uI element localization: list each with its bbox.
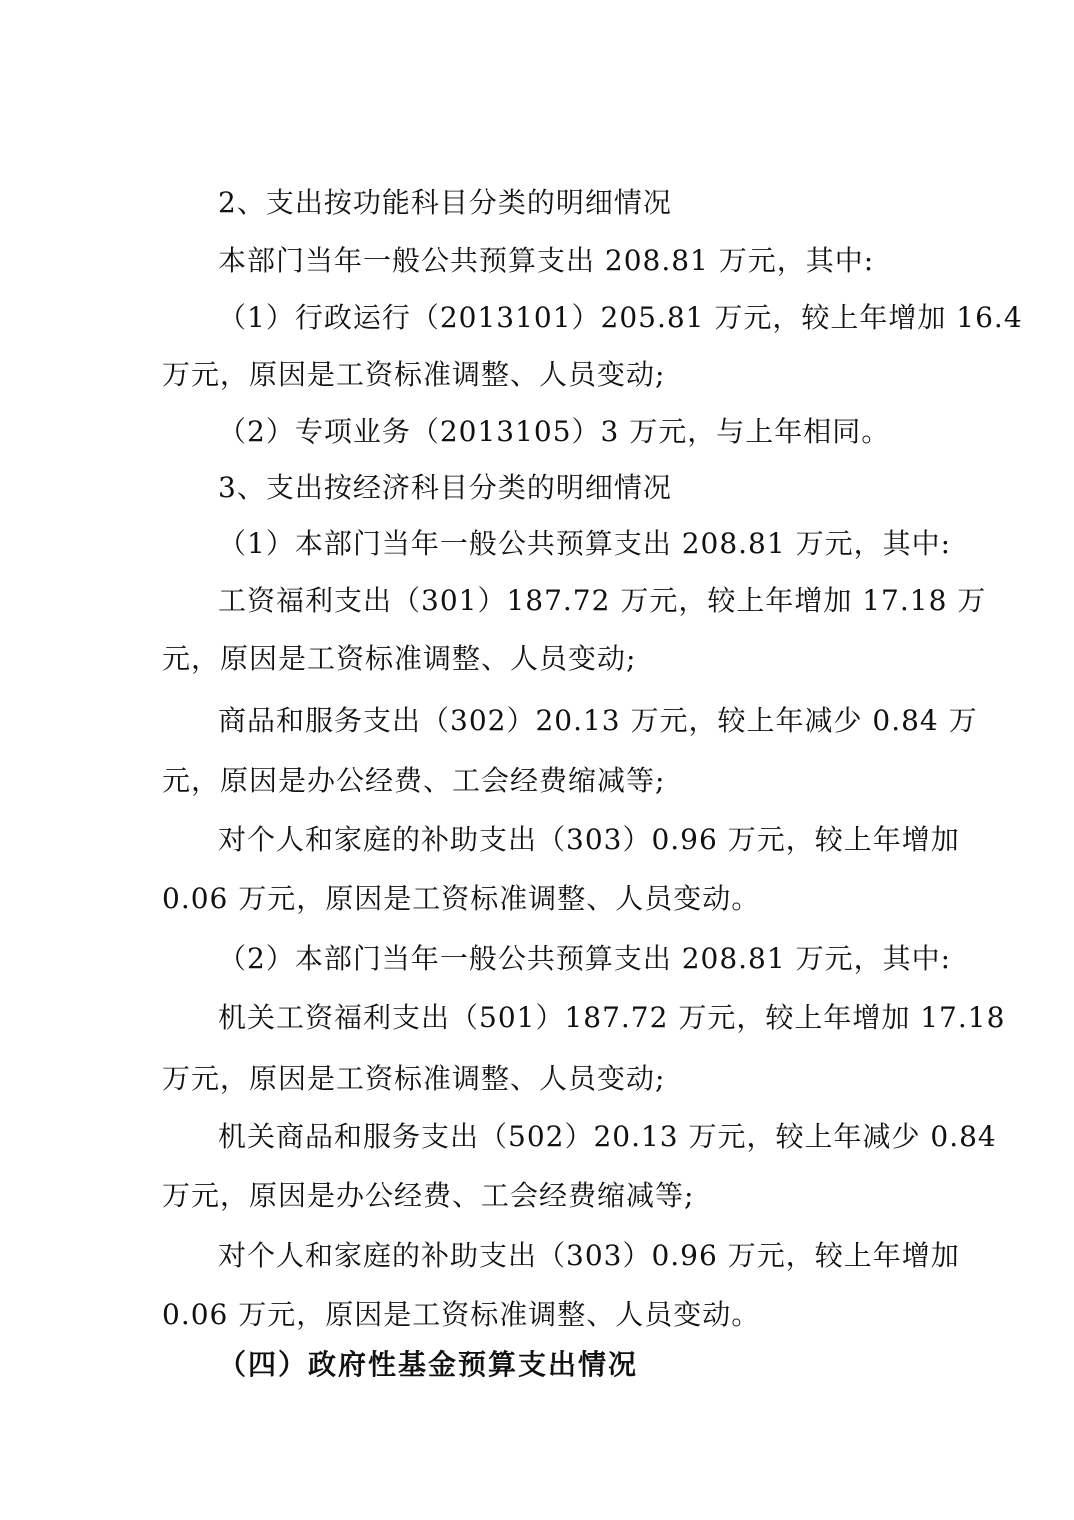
paragraph-line: 万元，原因是办公经费、工会经费缩减等; [162,1179,695,1212]
paragraph-line: （1）行政运行（2013101）205.81 万元，较上年增加 16.4 [218,301,1023,334]
paragraph-line: 0.06 万元，原因是工资标准调整、人员变动。 [162,882,761,915]
paragraph-line: 元，原因是办公经费、工会经费缩减等; [162,764,666,797]
paragraph-line: 对个人和家庭的补助支出（303）0.96 万元，较上年增加 [218,823,960,856]
paragraph-line: 商品和服务支出（302）20.13 万元，较上年减少 0.84 万 [218,704,978,737]
section-heading-functional: 2、支出按功能科目分类的明细情况 [218,186,672,219]
paragraph-line: 万元，原因是工资标准调整、人员变动; [162,358,666,391]
paragraph-line: 元，原因是工资标准调整、人员变动; [162,642,637,675]
paragraph-line: 万元，原因是工资标准调整、人员变动; [162,1062,666,1095]
section-heading-government-fund: （四）政府性基金预算支出情况 [218,1348,639,1381]
paragraph-line: （1）本部门当年一般公共预算支出 208.81 万元，其中: [218,527,952,560]
paragraph-line: 本部门当年一般公共预算支出 208.81 万元，其中: [218,244,875,277]
paragraph-line: （2）本部门当年一般公共预算支出 208.81 万元，其中: [218,942,952,975]
paragraph-line: 机关工资福利支出（501）187.72 万元，较上年增加 17.18 [218,1001,1006,1034]
paragraph-line: 对个人和家庭的补助支出（303）0.96 万元，较上年增加 [218,1239,960,1272]
paragraph-line: （2）专项业务（2013105）3 万元，与上年相同。 [218,415,891,448]
paragraph-line: 工资福利支出（301）187.72 万元，较上年增加 17.18 万 [218,584,987,617]
section-heading-economic: 3、支出按经济科目分类的明细情况 [218,471,672,504]
paragraph-line: 机关商品和服务支出（502）20.13 万元，较上年减少 0.84 [218,1120,997,1153]
paragraph-line: 0.06 万元，原因是工资标准调整、人员变动。 [162,1298,761,1331]
